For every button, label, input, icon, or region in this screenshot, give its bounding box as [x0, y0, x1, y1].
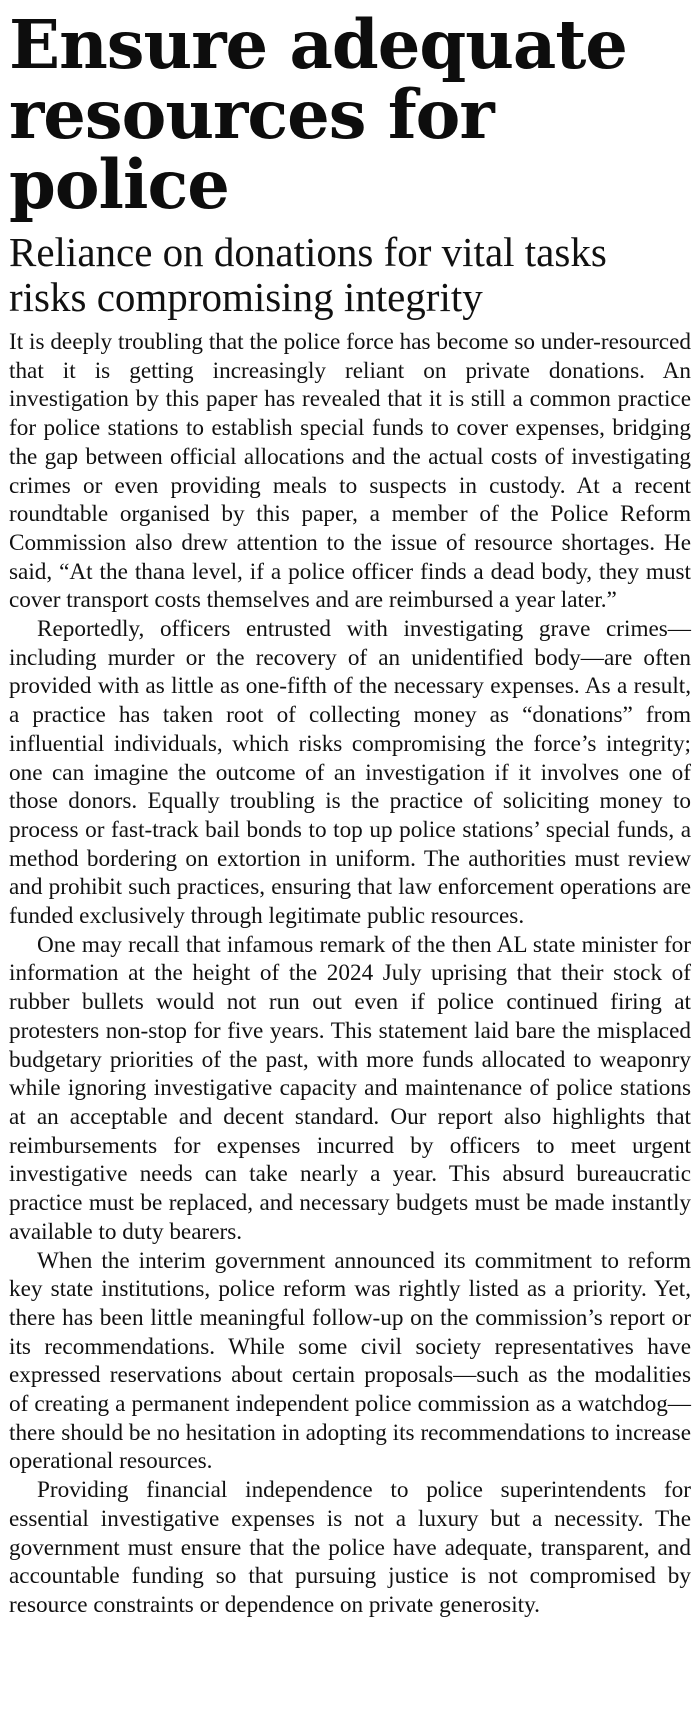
paragraph-2: Reportedly, officers entrusted with investigating grave crimes—including murder or the recovery of an unidentified body—are often provided with as little as one-fifth of the necessary expenses. As a result, a practice has taken root of collecting money as “donations” from influential individuals, which risks compromising the force’s integrity; one can imagine the outcome of an investigation if it involves one of those donors. Equally troubling is the practice of soliciting money to process or fast-track bail bonds to top up police stations’ special funds, a method bordering on extortion in uniform. The authorities must review and prohibit such practices, ensuring that law enforcement operations are funded exclusively through legitimate public resources.: [9, 616, 691, 930]
paragraph-5: Providing financial independence to police superintendents for essential investigative expenses is not a luxury but a necessity. The government must ensure that the police have adequate, transparent, and accountable funding so that pursuing justice is not compromised by resource constraints or dependence on private generosity.: [9, 1477, 691, 1618]
editorial-article: [9, 0, 691, 1620]
paragraph-4: When the interim government announced its commitment to reform key state institutions, police reform was rightly listed as a priority. Yet, there has been little meaningful follow-up on the commission’s report or its recommendations. While some civil society representatives have expressed reservations about certain proposals—such as the modalities of creating a permanent independent police commission as a watchdog—there should be no hesitation in adopting its recommendations to increase operational resources.: [9, 1247, 691, 1475]
paragraph-3: One may recall that infamous remark of the then AL state minister for information at the height of the 2024 July uprising that their stock of rubber bullets would not run out even if police continued firing at protesters non-stop for five years. This statement laid bare the misplaced budgetary priorities of the past, with more funds allocated to weaponry while ignoring investigative capacity and maintenance of police stations at an acceptable and decent standard. Our report also highlights that reimbursements for expenses incurred by officers to meet urgent investigative needs can take nearly a year. This absurd bureaucratic practice must be replaced, and necessary budgets must be made instantly available to duty bearers.: [9, 931, 691, 1245]
article-body: [9, 328, 691, 1620]
subheadline: Reliance on donations for vital tasks risks compromising integrity: [9, 229, 607, 320]
headline: Ensure adequate resources for police: [9, 5, 627, 224]
paragraph-1: It is deeply troubling that the police force has become so under-resourced that it is getting increasingly reliant on private donations. An investigation by this paper has revealed that it is still a common practice for police stations to establish special funds to cover expenses, bridging the gap between official allocations and the actual costs of investigating crimes or even providing meals to suspects in custody. At a recent roundtable organised by this paper, a member of the Police Reform Commission also drew attention to the issue of resource shortages. He said, “At the thana level, if a police officer finds a dead body, they must cover transport costs themselves and are reimbursed a year later.”: [9, 329, 691, 614]
